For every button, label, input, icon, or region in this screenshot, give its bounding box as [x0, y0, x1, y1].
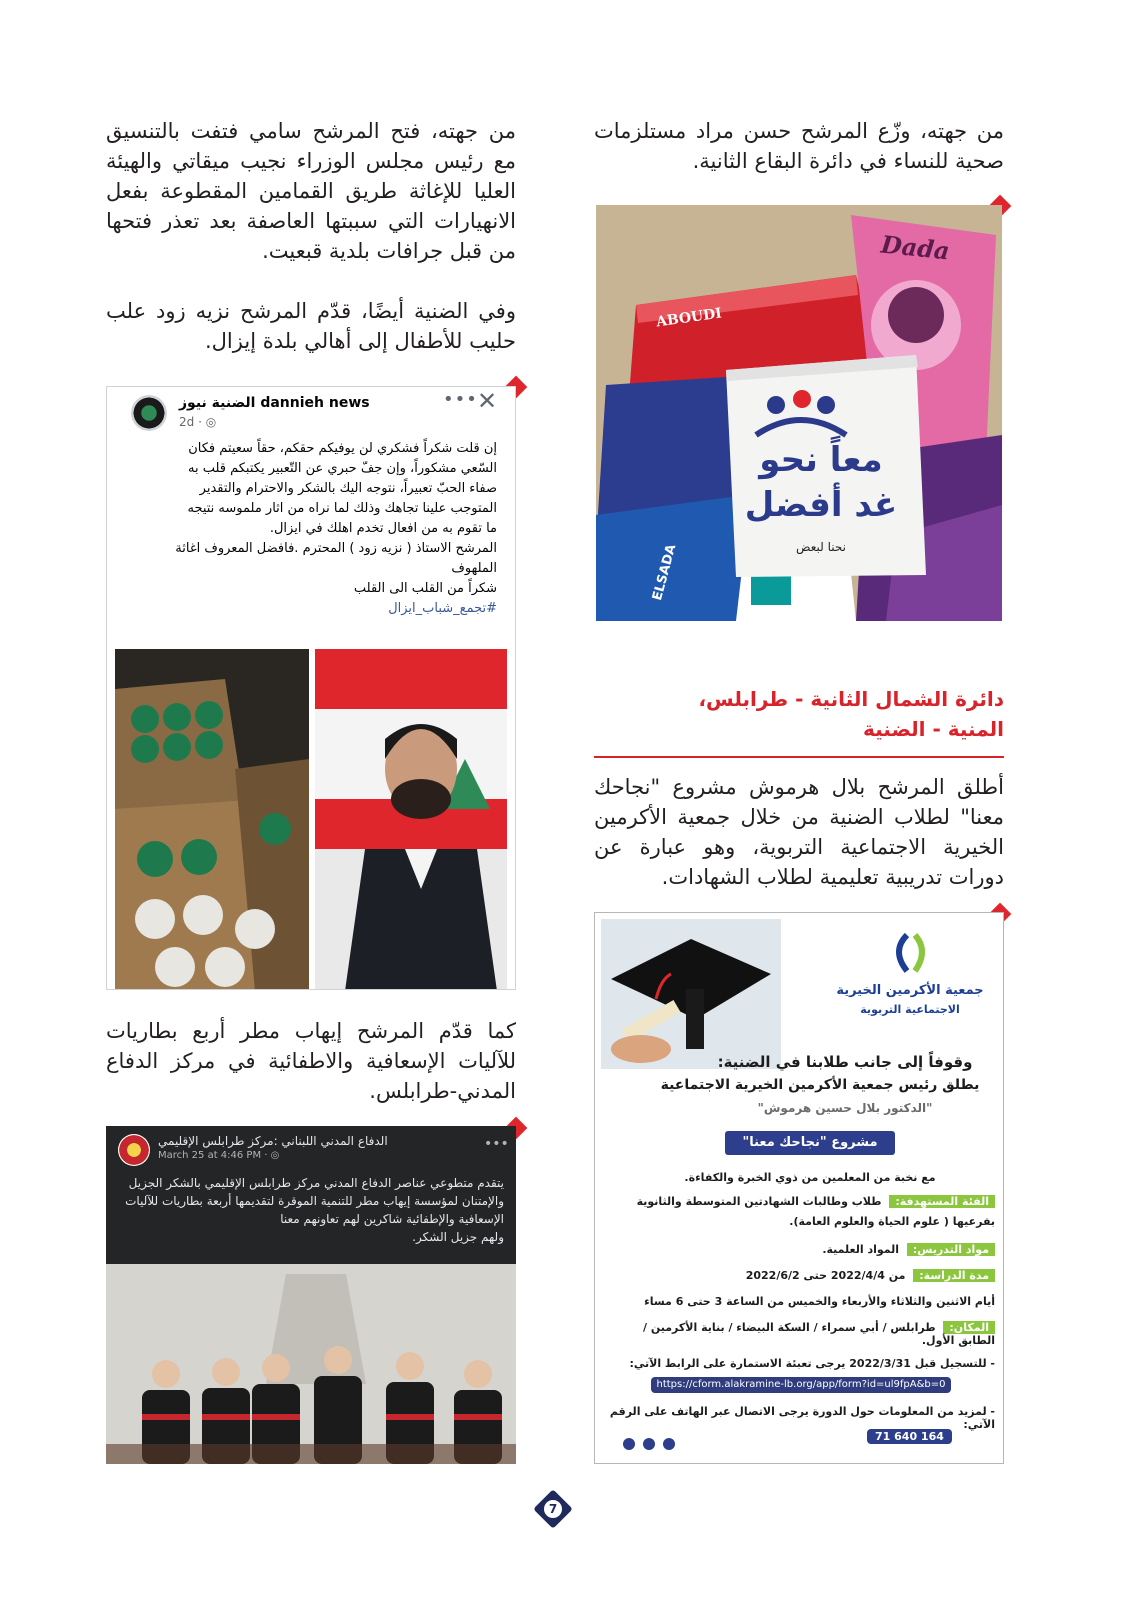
post-line: ما تقوم به من افعال تخدم اهلك في ايزال. — [269, 521, 497, 536]
post-line: شكراً من القلب الى القلب — [353, 581, 497, 596]
dannieh-news-post — [106, 386, 516, 990]
flyer-days: أيام الاثنين والثلاثاء والأربعاء والخميس من الساعة 3 حتى 6 مساء — [644, 1295, 995, 1308]
flyer-place-row — [603, 1321, 995, 1347]
flyer-elite: مع نخبة من المعلمين من ذوي الخبرة والكفاءة. — [684, 1171, 936, 1184]
flyer-org-sub: الاجتماعية التربوية — [860, 1003, 960, 1016]
flyer-register: - للتسجيل قبل 2022/3/31 يرجى تعبئة الاستمارة على الرابط الآتي: — [629, 1357, 995, 1370]
flyer-subjects-label: مواد التدريس: — [907, 1243, 995, 1256]
right-para-2: أطلق المرشح بلال هرموش مشروع "نجاحك معنا" لطلاب الضنية من خلال جمعية الأكرمين الخيرية الاجتماعية التربوية، وهو عبارة عن دورات تدريبية تعليمية لطلاب الشهادات. — [594, 775, 1004, 889]
flyer-doctor: "الدكتور بلال حسين هرموش" — [757, 1101, 933, 1115]
page-name[interactable]: الضنية نيوز dannieh news — [179, 395, 370, 411]
brand-dada: Dada — [879, 229, 952, 266]
flyer-org-name: جمعية الأكرمين الخيرية — [836, 983, 984, 998]
najahak-maana-flyer — [594, 912, 1004, 1464]
post-text — [121, 439, 497, 619]
flyer-social-icons — [623, 1435, 675, 1454]
flyer-target-value: طلاب وطالبات الشهادتين المتوسطة والثانوية — [636, 1195, 882, 1208]
left-para-1: من جهته، فتح المرشح سامي فتفت بالتنسيق مع رئيس مجلس الوزراء نجيب ميقاتي والهيئة العليا للإغاثة طريق القمامين المقطوعة بفعل الانهيارات التي سببتها العاصفة بعد تعذر فتحها من قبل جرافات بلدية قبعيت. — [106, 119, 516, 263]
civil-defense-post-time: March 25 at 4:46 PM · — [158, 1150, 271, 1161]
flyer-target-label: الفئة المستهدفة: — [889, 1195, 995, 1208]
civil-defense-post — [106, 1126, 516, 1464]
flyer-place-value: طرابلس / أبي سمراء / السكة البيضاء / بناية الأكرمين / الطابق الأول. — [643, 1321, 995, 1347]
bag-slogan-line-2: غد أفضل — [744, 485, 898, 525]
sanitary-products-illustration — [596, 205, 1002, 621]
globe-icon: ◎ — [205, 415, 217, 429]
left-para-3: كما قدّم المرشح إيهاب مطر أربع بطاريات للآليات الإسعافية والاطفائية في مركز الدفاع المدني-طرابلس. — [106, 1019, 516, 1103]
right-para-1: من جهته، وزّع المرشح حسن مراد مستلزمات صحية للنساء في دائرة البقاع الثانية. — [594, 119, 1004, 173]
candidate-portrait-photo — [315, 649, 507, 990]
flyer-registration-link[interactable]: https://cform.alakramine-lb.org/app/form?id=ul9fpA&b=0 — [651, 1377, 951, 1393]
flyer-target-value-2: بفرعيها ( علوم الحياة والعلوم العامة). — [789, 1215, 995, 1228]
post-time: 2d · — [179, 415, 206, 429]
graduation-cap-illustration — [601, 919, 781, 1069]
post-line: ولهم جزيل الشكر. — [412, 1230, 504, 1244]
flyer-duration-value: من 2022/4/4 حتى 2022/6/2 — [745, 1269, 906, 1282]
brand-elsada: ELSADA — [650, 542, 680, 603]
flyer-subjects-value: المواد العلمية. — [822, 1243, 900, 1256]
post-meta — [179, 415, 216, 429]
page-number-badge — [533, 1489, 573, 1529]
akramine-logo-icon — [885, 931, 935, 975]
flyer-info: - لمزيد من المعلومات حول الدورة يرجى الاتصال عبر الهاتف على الرقم الآتي: — [609, 1405, 995, 1431]
page-number: 7 — [544, 1500, 562, 1518]
post-line: والإمتنان لمؤسسة إيهاب مطر للتنمية الموقرة لتقديمها أربعة بطاريات للآليات — [125, 1194, 504, 1208]
flyer-subjects-row — [603, 1243, 995, 1256]
post-header — [107, 387, 515, 437]
civil-defense-page-name[interactable]: الدفاع المدني اللبناني :مركز طرابلس الإقليمي — [158, 1134, 388, 1148]
post-line: الملهوف — [451, 561, 497, 576]
bag-slogan-line-1: معاً نحو — [759, 440, 883, 480]
more-options-icon[interactable]: ••• — [443, 389, 478, 410]
flyer-title-2: يطلق رئيس جمعية الأكرمين الخيرية الاجتماعية — [660, 1077, 980, 1093]
facebook-icon — [643, 1438, 655, 1450]
left-para-2: وفي الضنية أيضًا، قدّم المرشح نزيه زود علب حليب للأطفال إلى أهالي بلدة إيزال. — [106, 299, 516, 353]
post-line: المرشح الاستاذ ( نزيه زود ) المحترم .فافضل المعروف اغاثة — [175, 541, 497, 556]
civil-defense-post-text — [120, 1174, 504, 1246]
close-icon[interactable]: ✕ — [477, 387, 498, 415]
sanitary-products-photo — [596, 205, 1002, 621]
flyer-place-label: المكان: — [943, 1321, 995, 1334]
post-line: إن قلت شكراً فشكري لن يوفيكم حقكم، حقاً سعيتم فكان — [188, 441, 497, 456]
more-options-icon[interactable]: ••• — [484, 1136, 509, 1152]
civil-defense-avatar[interactable] — [118, 1134, 150, 1166]
section-heading: دائرة الشمال الثانية - طرابلس، المنية - الضنية — [698, 687, 1004, 741]
flyer-title-1: وقوفاً إلى جانب طلابنا في الضنية: — [717, 1053, 973, 1071]
flyer-phone[interactable]: 71 640 164 — [867, 1429, 952, 1444]
post-line: صفاء الحبّ تعبيراً، نتوجه اليك بالشكر والاحترام والتقدير — [199, 481, 497, 496]
civil-defense-group-photo — [106, 1264, 516, 1464]
whatsapp-icon — [663, 1438, 675, 1450]
brand-aboudi: ABOUDI — [655, 305, 723, 331]
post-line: يتقدم متطوعي عناصر الدفاع المدني مركز طرابلس الإقليمي بالشكر الجزيل — [128, 1176, 504, 1190]
instagram-icon — [623, 1438, 635, 1450]
milk-boxes-photo — [115, 649, 309, 990]
post-line: المتوجب علينا تجاهك وذلك لما نراه من اثار ملموسه نتيجه — [187, 501, 497, 516]
bag-slogan-sub: نحنا لبعض — [796, 540, 846, 554]
globe-icon: ◎ — [270, 1150, 280, 1161]
flyer-duration-row — [603, 1269, 995, 1282]
post-line: السّعي مشكوراً، وإن جفّ حبري عن التّعبير يكتبكم قلب به — [187, 461, 497, 476]
flyer-project-badge: مشروع "نجاحك معنا" — [725, 1131, 895, 1155]
civil-defense-post-meta — [158, 1150, 279, 1161]
flyer-duration-label: مدة الدراسة: — [913, 1269, 995, 1282]
section-heading-rule — [594, 756, 1004, 758]
post-hashtag[interactable]: #تجمع_شباب_ايزال — [388, 601, 497, 616]
post-line: الإسعافية والإطفائية شاكرين لهم تعاونهم معنا — [280, 1212, 504, 1226]
page-avatar[interactable] — [131, 395, 167, 431]
flyer-target-row — [603, 1195, 995, 1208]
